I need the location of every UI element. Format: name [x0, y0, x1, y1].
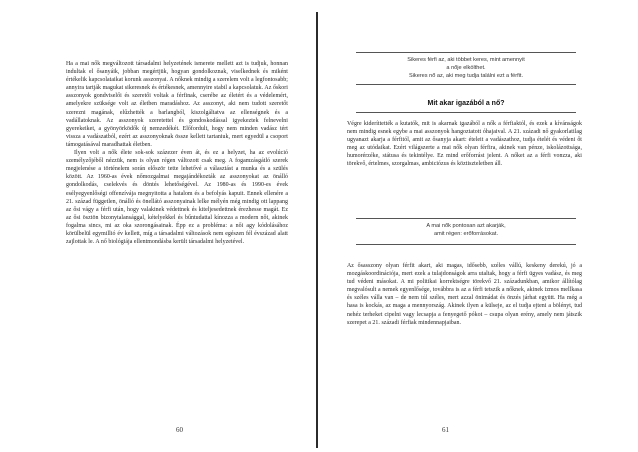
- quote-line: a nője elkölthet.: [446, 65, 486, 71]
- body-paragraph: Az ősasszony olyan férfit akart, aki magas, idősebb, széles vállú, keskeny derekú, jó a mozgáskoordinációja, mert ezek a tulajdonságok arra utaltak, hogy a férfi ügyes vadász, és meg tud védeni másokat. A mi politikai korrektségre törekvő 21. századunkban, amikor állítólag megvalósult a nemek egyenlősége, továbbra is az a férfi tetszik a nőknek, akinek izmos mellkasa és széles válla van – de nem túl széles, mert azzal önimádat és önzés járhat együtt. Ha még a hasa is kockás, az maga a mennyország. Akinek ilyen a külseje, az el tudja ejteni a bölényt, tud nehéz terheket cipelni vagy lecsapja a fenyegető pókot – csupa olyan erény, amely nem játszik szerepet a 21. századi férfiak mindennapjaiban.: [347, 263, 582, 326]
- section-title: Mit akar igazából a nő?: [427, 100, 505, 107]
- quote-rule-top: [356, 52, 576, 53]
- page-number-right: 61: [442, 426, 449, 434]
- mid-quote-rule-bottom: [356, 244, 576, 245]
- mid-quote: [356, 222, 576, 238]
- body-paragraph: Ha a mai nők megváltozott társadalmi helyzetének ismerete mellett azt is tudjuk, honnan indultak el ősanyáik, jobban megértjük, hogyan gondolkoznak, viselkednek és miként értékelik kapcsolataikat korunk asszonyai. A nőknek mindig a szerelem volt a legfontosabb; annyira tartják magukat sikeresnek és értékesnek, amennyire stabil a kapcsolatuk. Az őskori asszonyok gondviselői és szeretői voltak a férfinak, cserébe az életért és a védelemért, amelyekre szüksége volt az életben maradáshoz. Az asszonyt, aki nem tudott szeretőt szerezni magának, elűzhették a barlangból, kiszolgáltatva az ellenségnek és a vadállatoknak. Az asszonyok szeretettel és gondoskodással igyekeztek felnevelni gyerekeiket, a gyönyörködők új nemzedékét. Előfordult, hogy nem minden vadász tért vissza a vadászatból, ezért az asszonyoknak össze kellett tartaniuk, mert egyedül a csoport támogatásával maradhattak életben.: [66, 61, 288, 148]
- body-paragraph: Végre kideríttették a kutatók, mit is akarnak igazából a nők a férfiaktól, és ezek a kívánságok nem mindig esnek egybe a mai asszonyok hangoztatott óhajaival. A 21. századi nő gyakorlatilag ugyanazt akarja a férfitól, amit az ősanyja akart: ételeit a vadászathoz, tudja ételét és védeni őt meg az utódaikat. Ezért világszerte a mai nők olyan férfira, akinek van pénze, iskolázottsága, humorérzéke, státusa és tekintélye. Ez mind erőforrást jelent. A nőket az a férfi vonzza, aki törekvő, értelmes, szorgalmas, ambiciózus és köztiszteletben áll.: [347, 121, 582, 168]
- mid-quote-rule-top: [356, 218, 576, 219]
- quote-line: amit régen: erőforrásokat.: [433, 231, 499, 237]
- body-paragraph: Ilyen volt a nők élete sok-sok százezer éven át, és ez a helyzet, ha az evolúció személyzőjéből nézzük, nem is olyan régen változott csak meg. A fogamzásgátló szerek megjelenése a történelem során először tette lehetővé a választást a munka és a szülés között. Az 1960-as évek nőmozgalmai megajándékozták az asszonyokat az önálló gondolkodás, cselekvés és döntés lehetőségével. Az 1980-as és 1990-es évek esélyegyenlőségi offenzívája megnyitotta a hatalom és a befolyás kapuit. Ennek ellenére a 21. század független, önálló és önellátó asszonyainak lelke mélyén még mindig ott lappang az ősi vágy a férfi után, hogy valakinek védettnek és kiteljesedettnek érezhesse magát. Ez az ősi ösztön bizonytalansággal, kételyekkel és bűntudattal kínozza a modern nőt, akinek fogalma sincs, mi az oka szorongásainak. Épp ez a probléma: a női agy kódolásához körülbelül egymillió év kellett, míg a társadalmi változások nem egészen fél évszázad alatt zajlottak le. A nő biológiája ellentmondásba került társadalmi helyzetével.: [66, 150, 288, 246]
- quote-line: Sikeres nő az, aki meg tudja találni ezt a férfit.: [408, 73, 524, 79]
- page-number-left: 60: [176, 426, 183, 434]
- quote-line: Sikeres férfi az, aki többet keres, mint amennyit: [407, 57, 525, 63]
- left-page-body: [66, 60, 288, 246]
- right-page-body-1: [347, 120, 582, 169]
- quote-rule-bottom: [356, 84, 576, 85]
- top-quote: [356, 56, 576, 80]
- quote-line: A mai nők pontosan azt akarják,: [426, 223, 506, 229]
- heading-rule: [356, 112, 576, 113]
- book-gutter: [316, 12, 318, 448]
- right-page-body-2: [347, 262, 582, 327]
